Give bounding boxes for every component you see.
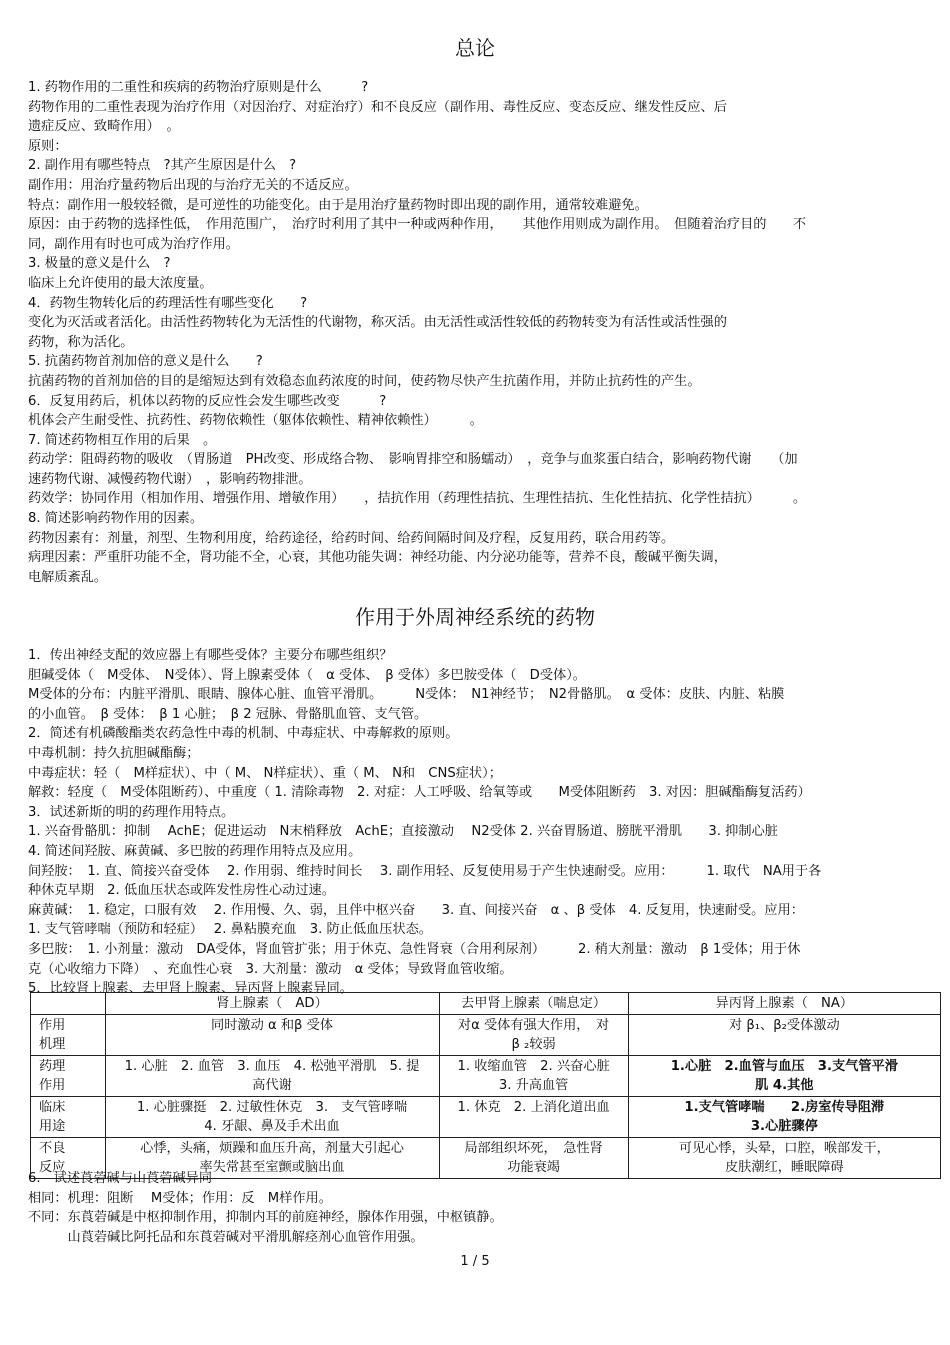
section-general-body xyxy=(28,78,920,587)
text-line: 解救：轻度（ M受体阻断药）、中重度（ 1. 清除毒物 2. 对症：人工呼吸、给氧等或 M受体阻断药 3. 对因：胆碱酯酶复活药） xyxy=(28,785,811,801)
text-line: 相同：机理：阻断 M受体；作用：反 M样作用。 xyxy=(28,1190,332,1206)
text-line: 1. 兴奋骨骼肌：抑制 AchE；促进运动 N末梢释放 AchE；直接激动 N2受体 2. 兴奋胃肠道、膀胱平滑肌 3. 抑制心脏 xyxy=(28,824,778,840)
text-line: 临床上允许使用的最大浓度量。 xyxy=(28,275,213,291)
table-header-cell: 去甲肾上腺素（喘息定） xyxy=(439,993,628,1015)
text-line: 速药物代谢、减慢药物代谢） ，影响药物排泄。 xyxy=(28,471,312,487)
text-line: 克（心收缩力下降） 、充血性心衰 3. 大剂量：激动 α 受体；导致肾血管收缩。 xyxy=(28,961,513,977)
text-line: 原因：由于药物的选择性低， 作用范围广， 治疗时利用了其中一种或两种作用， 其他作用则成为副作用。 但随着治疗目的 不 xyxy=(28,217,807,233)
text-line: 药物因素有：剂量，剂型、生物利用度，给药途径，给药时间、给药间隔时间及疗程，反复用药，联合用药等。 xyxy=(28,530,675,546)
text-line: 特点：副作用一般较轻微，是可逆性的功能变化。由于是用治疗量药物时即出现的副作用，通常较难避免。 xyxy=(28,197,648,213)
table-cell: 1. 休克 2. 上消化道出血 xyxy=(439,1097,628,1138)
table-cell: 1. 心脏 2. 血管 3. 血压 4. 松弛平滑肌 5. 提 高代谢 xyxy=(105,1056,439,1097)
text-line: 4. 简述间羟胺、麻黄碱、多巴胺的药理作用特点及应用。 xyxy=(28,843,362,859)
row-label: 作用 机理 xyxy=(31,1015,106,1056)
text-line: 1. 药物作用的二重性和疾病的药物治疗原则是什么 ? xyxy=(28,80,369,95)
table-header-row xyxy=(31,993,941,1015)
text-line: 3. 极量的意义是什么 ? xyxy=(28,256,171,272)
text-line: 副作用：用治疗量药物后出现的与治疗无关的不适反应。 xyxy=(28,177,358,193)
table-row xyxy=(31,1056,941,1097)
section-title-peripheral-nervous: 作用于外周神经系统的药物 xyxy=(355,605,595,629)
text-line: 1. 支气管哮喘（预防和轻症） 2. 鼻粘膜充血 3. 防止低血压状态。 xyxy=(28,922,432,938)
text-line: 药物，称为活化。 xyxy=(28,334,134,350)
text-line: 胆碱受体（ M受体、 N受体）、肾上腺素受体（ α 受体、 β 受体）多巴胺受体（ D受体）。 xyxy=(28,667,586,683)
text-line: 1．传出神经支配的效应器上有哪些受体？主要分布哪些组织？ xyxy=(28,648,393,663)
text-line: 多巴胺： 1. 小剂量：激动 DA受体，肾血管扩张；用于休克、急性肾衰（合用利尿剂） 2. 稍大剂量：激动 β 1受体；用于休 xyxy=(28,941,801,957)
text-line: 抗菌药物的首剂加倍的目的是缩短达到有效稳态血药浓度的时间，使药物尽快产生抗菌作用，并防止抗药性的产生。 xyxy=(28,373,701,389)
text-line: 5．比较肾上腺素、去甲肾上腺素、异丙肾上腺素异同。 xyxy=(28,981,353,997)
table-cell: 局部组织坏死， 急性肾 功能衰竭 xyxy=(439,1138,628,1179)
section-scopolamine-body xyxy=(28,1169,920,1247)
text-line: 中毒机制：持久抗胆碱酯酶； xyxy=(28,745,200,761)
table-cell: 1.支气管哮喘 2.房室传导阻滞 3.心脏骤停 xyxy=(628,1097,940,1138)
table-row xyxy=(31,1097,941,1138)
text-line: 药动学：阻碍药物的吸收 （胃肠道 PH改变、形成络合物、 影响胃排空和肠蠕动） ，竞争与血浆蛋白结合，影响药物代谢 （加 xyxy=(28,452,798,468)
table-cell: 1. 收缩血管 2. 兴奋心脏 3. 升高血管 xyxy=(439,1056,628,1097)
adrenaline-comparison-table xyxy=(30,992,941,1179)
text-line: 遗症反应、致畸作用） 。 xyxy=(28,119,180,135)
table-row xyxy=(31,1015,941,1056)
text-line: 间羟胺： 1. 直、简接兴奋受体 2. 作用弱、维持时间长 3. 副作用轻、反复使用易于产生快速耐受。应用： 1. 取代 NA用于各 xyxy=(28,863,822,879)
table-cell: 对α 受体有强大作用， 对 β ₂较弱 xyxy=(439,1015,628,1056)
table-cell: 可见心悸，头晕，口腔，喉部发干， 皮肤潮红，睡眠障碍 xyxy=(628,1138,940,1179)
text-line: 6. 试述莨菪碱与山莨菪碱异同 xyxy=(28,1171,213,1186)
text-line: 2．简述有机磷酸酯类农药急性中毒的机制、中毒症状、中毒解救的原则。 xyxy=(28,726,459,742)
text-line: 3．试述新斯的明的药理作用特点。 xyxy=(28,804,235,820)
table-cell: 同时激动 α 和β 受体 xyxy=(105,1015,439,1056)
text-line: 4．药物生物转化后的药理活性有哪些变化 ? xyxy=(28,295,308,311)
text-line: 变化为灭活或者活化。由活性药物转化为无活性的代谢物，称灭活。由无活性或活性较低的药物转变为有活性或活性强的 xyxy=(28,315,727,331)
table-cell: 心悸，头痛，烦躁和血压升高，剂量大引起心 率失常甚至室颤或脑出血 xyxy=(105,1138,439,1179)
text-line: 不同：东莨菪碱是中枢抑制作用，抑制内耳的前庭神经，腺体作用强，中枢镇静。 xyxy=(28,1210,503,1226)
text-line: M受体的分布：内脏平滑肌、眼睛、腺体心脏、血管平滑肌。 N受体： N1神经节； N2骨骼肌。 α 受体：皮肤、内脏、粘膜 xyxy=(28,687,785,703)
text-line: 中毒症状：轻（ M样症状）、中（ M、 N样症状）、重（ M、 N和 CNS症状）； xyxy=(28,765,502,781)
text-line: 种休克早期 2. 低血压状态或阵发性房性心动过速。 xyxy=(28,883,335,899)
text-line: 麻黄碱： 1. 稳定，口服有效 2. 作用慢、久、弱，且伴中枢兴奋 3. 直、间接兴奋 α 、β 受体 4. 反复用，快速耐受。应用： xyxy=(28,902,804,918)
section-title-general: 总论 xyxy=(455,36,495,60)
section-peripheral-body xyxy=(28,646,920,999)
table-header-cell: 肾上腺素（ AD） xyxy=(105,993,439,1015)
text-line: 药物作用的二重性表现为治疗作用（对因治疗、对症治疗）和不良反应（副作用、毒性反应、变态反应、继发性反应、后 xyxy=(28,99,727,115)
text-line: 电解质紊乱。 xyxy=(28,569,108,585)
table-header-cell xyxy=(31,993,106,1015)
text-line: 6．反复用药后，机体以药物的反应性会发生哪些改变 ? xyxy=(28,393,387,409)
text-line: 2. 副作用有哪些特点 ?其产生原因是什么 ? xyxy=(28,158,297,174)
table-cell: 1.心脏 2.血管与血压 3.支气管平滑 肌 4.其他 xyxy=(628,1056,940,1097)
text-line: 8. 简述影响药物作用的因素。 xyxy=(28,511,204,527)
table-cell: 对 β₁、β₂受体激动 xyxy=(628,1015,940,1056)
page-number: 1 / 5 xyxy=(460,1254,490,1269)
row-label: 药理 作用 xyxy=(31,1056,106,1097)
text-line: 药效学：协同作用（相加作用、增强作用、增敏作用） ，拮抗作用（药理性拮抗、生理性拮抗、生化性拮抗、化学性拮抗） 。 xyxy=(28,491,807,507)
text-line: 5. 抗菌药物首剂加倍的意义是什么 ? xyxy=(28,354,263,370)
text-line: 同，副作用有时也可成为治疗作用。 xyxy=(28,236,239,252)
text-line: 的小血管。 β 受体： β 1 心脏； β 2 冠脉、骨骼肌血管、支气管。 xyxy=(28,706,428,722)
text-line: 7. 简述药物相互作用的后果 。 xyxy=(28,432,217,448)
row-label: 不良 反应 xyxy=(31,1138,106,1179)
table-cell: 1. 心脏骤挺 2. 过敏性休克 3. 支气管哮喘 4. 牙龈、鼻及手术出血 xyxy=(105,1097,439,1138)
text-line: 病理因素：严重肝功能不全，肾功能不全，心衰，其他功能失调：神经功能、内分泌功能等，营养不良，酸碱平衡失调， xyxy=(28,550,727,566)
table-header-cell: 异丙肾上腺素（ NA） xyxy=(628,993,940,1015)
row-label: 临床 用途 xyxy=(31,1097,106,1138)
text-line: 山莨菪碱比阿托品和东莨菪碱对平滑肌解痉剂心血管作用强。 xyxy=(28,1229,424,1245)
text-line: 机体会产生耐受性、抗药性、药物依赖性（躯体依赖性、精神依赖性） 。 xyxy=(28,413,483,429)
text-line: 原则： xyxy=(28,138,68,154)
